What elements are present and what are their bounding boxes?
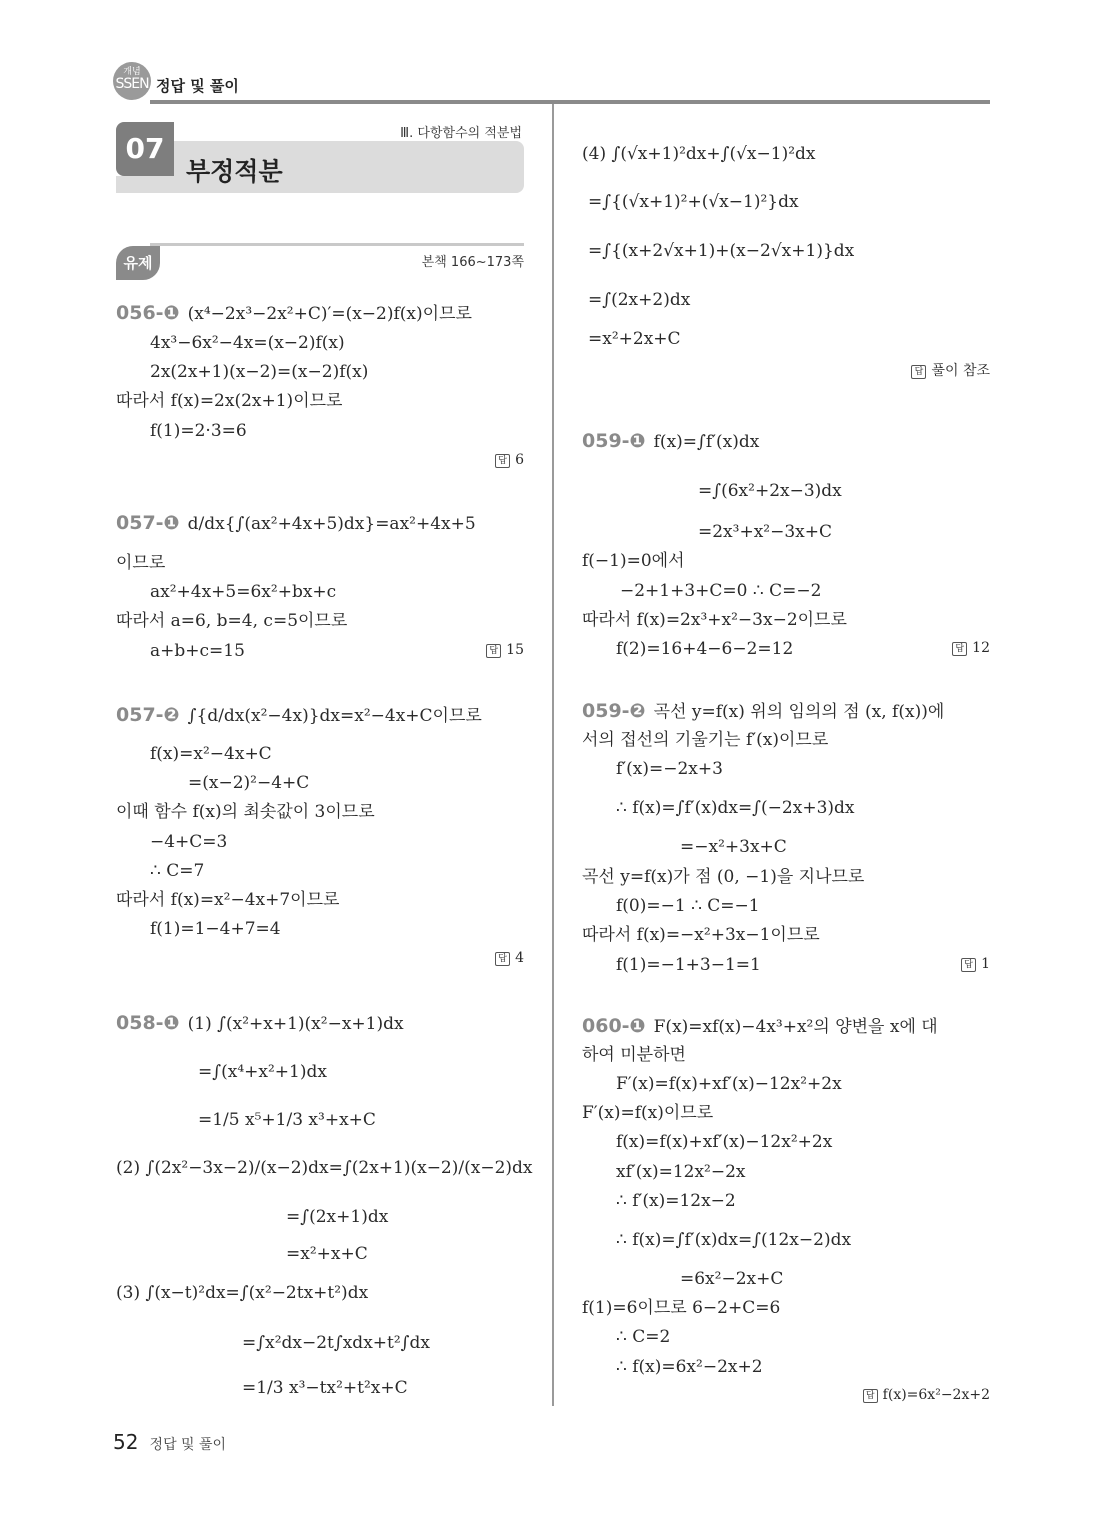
answer-icon: 답 (911, 365, 926, 379)
left-solution-line: 4x³−6x²−4x=(x−2)f(x) (150, 333, 345, 353)
right-solution-line: ∴ C=2 (616, 1327, 671, 1347)
problem-number: 058-❶ (116, 1012, 180, 1034)
right-solution-line: f(0)=−1 ∴ C=−1 (616, 896, 760, 916)
page-number: 52 (113, 1430, 139, 1454)
answer-label: 답 4 (495, 950, 524, 966)
right-solution-line: =∫(6x²+2x−3)dx (698, 481, 842, 501)
right-solution-line: F′(x)=f(x)이므로 (582, 1103, 714, 1123)
answer-label: 답 1 (961, 956, 990, 972)
right-solution-line: =∫(2x+2)dx (588, 290, 691, 310)
right-solution-line: f(1)=6이므로 6−2+C=6 (582, 1298, 781, 1318)
section-divider (150, 243, 524, 246)
right-solution-line: f(−1)=0에서 (582, 551, 685, 571)
left-solution-line: 057-❶ d/dx{∫(ax²+4x+5)dx}=ax²+4x+5 (116, 512, 476, 534)
header-title: 정답 및 풀이 (156, 77, 239, 95)
logo-top-text: 개념 (123, 67, 141, 77)
answer-icon: 답 (863, 1389, 878, 1403)
right-solution-line: 곡선 y=f(x)가 점 (0, −1)을 지나므로 (582, 867, 865, 887)
problem-number: 060-❶ (582, 1015, 646, 1037)
left-solution-line: 따라서 f(x)=x²−4x+7이므로 (116, 890, 340, 910)
right-solution-line: −2+1+3+C=0 ∴ C=−2 (620, 581, 822, 601)
right-solution-line: f′(x)=−2x+3 (616, 759, 723, 779)
left-solution-line: =(x−2)²−4+C (188, 773, 310, 793)
left-solution-line: ax²+4x+5=6x²+bx+c (150, 582, 337, 602)
left-solution-line: 이므로 (116, 553, 166, 573)
right-solution-line: ∴ f(x)=∫f′(x)dx=∫(−2x+3)dx (616, 798, 855, 818)
section-badge: 유제 (116, 246, 160, 280)
answer-label: 답 15 (486, 642, 524, 658)
left-solution-line: (2) ∫(2x²−3x−2)/(x−2)dx=∫(2x+1)(x−2)/(x−2)dx (116, 1158, 533, 1178)
header-divider (150, 100, 990, 104)
right-solution-line: 따라서 f(x)=−x²+3x−1이므로 (582, 925, 820, 945)
problem-number: 057-❷ (116, 704, 180, 726)
right-solution-line: =6x²−2x+C (680, 1269, 784, 1289)
right-solution-line: 서의 접선의 기울기는 f′(x)이므로 (582, 730, 829, 750)
left-solution-line: a+b+c=15 (150, 641, 245, 661)
right-solution-line: f(2)=16+4−6−2=12 (616, 639, 794, 659)
answer-label: 답 풀이 참조 (911, 360, 990, 380)
left-solution-line: =∫(2x+1)dx (286, 1207, 389, 1227)
right-solution-line: ∴ f(x)=6x²−2x+2 (616, 1357, 763, 1377)
right-solution-line: 하여 미분하면 (582, 1045, 686, 1065)
right-solution-line: =∫{(x+2√x+1)+(x−2√x+1)}dx (588, 241, 855, 261)
right-solution-line: 059-❷ 곡선 y=f(x) 위의 임의의 점 (x, f(x))에 (582, 700, 945, 722)
left-solution-line: f(1)=2·3=6 (150, 421, 247, 441)
left-solution-line: ∴ C=7 (150, 861, 205, 881)
right-solution-line: =2x³+x²−3x+C (698, 522, 833, 542)
answer-icon: 답 (495, 952, 510, 966)
right-solution-line: =∫{(√x+1)²+(√x−1)²}dx (588, 192, 799, 212)
left-solution-line: 따라서 a=6, b=4, c=5이므로 (116, 611, 348, 631)
right-solution-line: ∴ f′(x)=12x−2 (616, 1191, 736, 1211)
left-solution-line: (3) ∫(x−t)²dx=∫(x²−2tx+t²)dx (116, 1283, 369, 1303)
page-footer (113, 1430, 226, 1454)
right-solution-line: f(1)=−1+3−1=1 (616, 955, 761, 975)
right-solution-line: f(x)=f(x)+xf′(x)−12x²+2x (616, 1132, 833, 1152)
answer-icon: 답 (961, 958, 976, 972)
column-divider (552, 104, 554, 1406)
problem-number: 059-❷ (582, 700, 646, 722)
chapter-subtitle: Ⅲ. 다항함수의 적분법 (400, 126, 522, 141)
right-solution-line: (4) ∫(√x+1)²dx+∫(√x−1)²dx (582, 144, 816, 164)
chapter-banner-fill (116, 176, 174, 193)
problem-number: 056-❶ (116, 302, 180, 324)
chapter-title: 부정적분 (186, 157, 283, 186)
left-solution-line: 057-❷ ∫{d/dx(x²−4x)}dx=x²−4x+C이므로 (116, 704, 482, 726)
left-solution-line: =∫(x⁴+x²+1)dx (198, 1062, 327, 1082)
right-solution-line: xf′(x)=12x²−2x (616, 1162, 746, 1182)
right-solution-line: 059-❶ f(x)=∫f′(x)dx (582, 430, 760, 452)
problem-number: 059-❶ (582, 430, 646, 452)
section-reference: 본책 166~173쪽 (421, 255, 524, 270)
left-solution-line: =∫x²dx−2t∫xdx+t²∫dx (242, 1333, 430, 1353)
chapter-number: 07 (116, 122, 174, 176)
left-solution-line: 따라서 f(x)=2x(2x+1)이므로 (116, 391, 343, 411)
left-solution-line: =x²+x+C (286, 1244, 368, 1264)
brand-logo (113, 62, 151, 100)
left-solution-line: 이때 함수 f(x)의 최솟값이 3이므로 (116, 802, 375, 822)
left-solution-line: −4+C=3 (150, 832, 228, 852)
right-solution-line: F′(x)=f(x)+xf′(x)−12x²+2x (616, 1074, 842, 1094)
left-solution-line: =1/3 x³−tx²+t²x+C (242, 1378, 408, 1398)
left-solution-line: 2x(2x+1)(x−2)=(x−2)f(x) (150, 362, 369, 382)
logo-bottom-text: SSEN (115, 76, 149, 92)
answer-icon: 답 (495, 454, 510, 468)
answer-label: 답 6 (495, 452, 524, 468)
left-solution-line: =1/5 x⁵+1/3 x³+x+C (198, 1110, 376, 1130)
left-solution-line: 056-❶ (x⁴−2x³−2x²+C)′=(x−2)f(x)이므로 (116, 302, 472, 324)
right-solution-line: =−x²+3x+C (680, 837, 787, 857)
right-solution-line: 060-❶ F(x)=xf(x)−4x³+x²의 양변을 x에 대 (582, 1015, 938, 1037)
answer-icon: 답 (952, 642, 967, 656)
answer-label: 답 f(x)=6x²−2x+2 (863, 1387, 990, 1403)
answer-label: 답 12 (952, 640, 990, 656)
answer-icon: 답 (486, 644, 501, 658)
problem-number: 057-❶ (116, 512, 180, 534)
left-solution-line: f(x)=x²−4x+C (150, 744, 272, 764)
footer-text: 정답 및 풀이 (149, 1437, 227, 1453)
left-solution-line: 058-❶ (1) ∫(x²+x+1)(x²−x+1)dx (116, 1012, 404, 1034)
left-solution-line: f(1)=1−4+7=4 (150, 919, 281, 939)
right-solution-line: =x²+2x+C (588, 329, 681, 349)
right-solution-line: 따라서 f(x)=2x³+x²−3x−2이므로 (582, 610, 847, 630)
right-solution-line: ∴ f(x)=∫f′(x)dx=∫(12x−2)dx (616, 1230, 852, 1250)
